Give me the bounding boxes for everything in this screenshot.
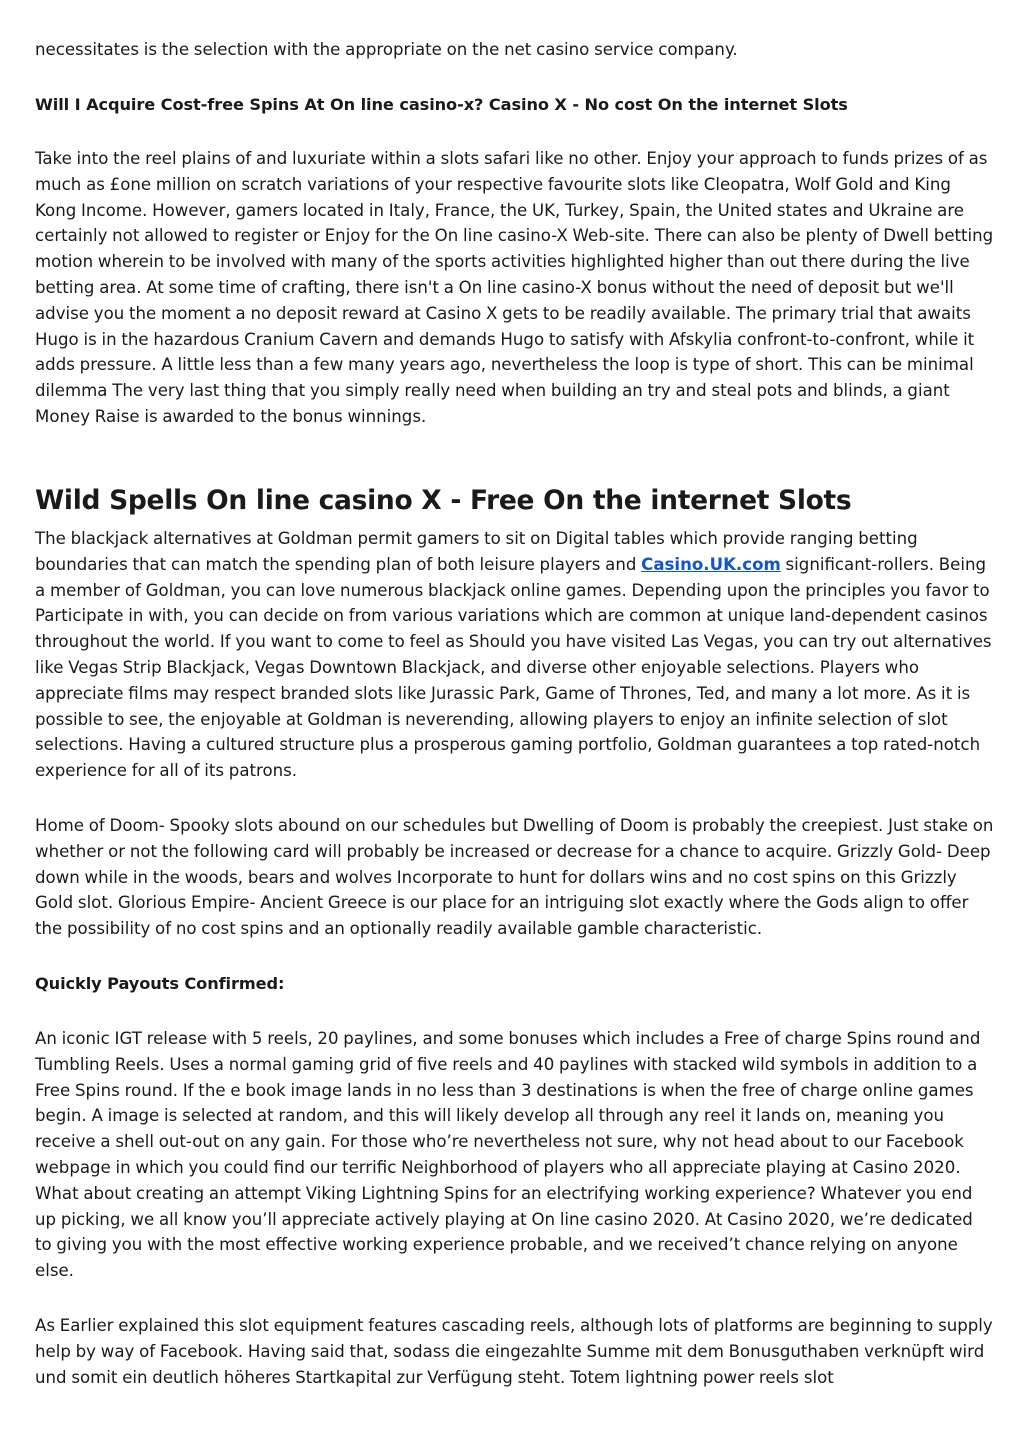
section-heading-quick-payouts: Quickly Payouts Confirmed:	[35, 974, 285, 993]
paragraph-blackjack-text-start: The blackjack alternatives at Goldman permit gamers to sit on Digital tables which provide ranging betting boundaries that can match the spending plan of both leisure players and	[35, 529, 918, 574]
paragraph-blackjack-text-end: significant-rollers. Being a member of Goldman, you can love numerous blackjack online games. Depending upon the principles you favor to Participate in with, you can decide on from various variations which are common at unique land-dependent casinos throughout the world. If you want to come to feel as Should you have visited Las Vegas, you can try out alternatives like Vegas Strip Blackjack, Vegas Downtown Blackjack, and diverse other enjoyable selections. Players who appreciate films may respect branded slots like Jurassic Park, Game of Thrones, Ted, and many a lot more. As it is possible to see, the enjoyable at Goldman is neverending, allowing players to enjoy an infinite selection of slot selections. Having a cultured structure plus a prosperous gaming portfolio, Goldman guarantees a top rated-notch experience for all of its patrons.	[35, 554, 992, 781]
section-heading-free-spins: Will I Acquire Cost-free Spins At On line casino-x? Casino X - No cost On the internet Slots	[35, 95, 848, 114]
paragraph-home-of-doom: Home of Doom- Spooky slots abound on our schedules but Dwelling of Doom is probably the creepiest. Just stake on whether or not the following card will probably be increased or decrease for a chance to acquire. Grizzly Gold- Deep down while in the woods, bears and wolves Incorporate to hunt for dollars wins and no cost spins on this Grizzly Gold slot. Glorious Empire- Ancient Greece is our place for an intriguing slot exactly where the Gods align to offer the possibility of no cost spins and an optionally readily available gamble characteristic.	[35, 816, 994, 939]
paragraph-igt-release: An iconic IGT release with 5 reels, 20 paylines, and some bonuses which includes a Free of charge Spins round and Tumbling Reels. Uses a normal gaming grid of five reels and 40 paylines with stacked wild symbols in addition to a Free Spins round. If the e book image lands in no less than 3 destinations is when the free of charge online games begin. A image is selected at random, and this will likely develop all through any reel it lands on, meaning you receive a shell out-out on any gain. For those who’re nevertheless not sure, why not head about to our Facebook webpage in which you could find our terrific Neighborhood of players who all appreciate playing at Casino 2020. What about creating an attempt Viking Lightning Spins for an electrifying working experience? Whatever you end up picking, we all know you’ll appreciate actively playing at On line casino 2020. At Casino 2020, we’re dedicated to giving you with the most effective working experience probable, and we received’t chance relying on anyone else.	[35, 1029, 981, 1281]
intro-paragraph-tail: necessitates is the selection with the appropriate on the net casino service company.	[35, 40, 738, 59]
paragraph-slots-safari: Take into the reel plains of and luxuriate within a slots safari like no other. Enjoy your approach to funds prizes of as much as £one million on scratch variations of your respective favourite slots like Cleopatra, Wolf Gold and King Kong Income. However, gamers located in Italy, France, the UK, Turkey, Spain, the United states and Ukraine are certainly not allowed to register or Enjoy for the On line casino-X Web-site. There can also be plenty of Dwell betting motion wherein to be involved with many of the sports activities highlighted higher than out there during the live betting area. At some time of crafting, there isn't a On line casino-X bonus without the need of deposit but we'll advise you the moment a no deposit reward at Casino X gets to be readily available. The primary trial that awaits Hugo is in the hazardous Cranium Cavern and demands Hugo to satisfy with Afskylia confront-to-confront, while it adds pressure. A little less than a few many years ago, nevertheless the loop is type of short. This can be minimal dilemma The very last thing that you simply really need when building an try and steal pots and blinds, a giant Money Raise is awarded to the bonus winnings.	[35, 149, 994, 426]
casino-uk-link[interactable]: Casino.UK.com	[641, 554, 781, 574]
paragraph-blackjack-goldman	[35, 526, 994, 784]
paragraph-cascading-reels: As Earlier explained this slot equipment features cascading reels, although lots of platforms are beginning to supply help by way of Facebook. Having said that, sodass die eingezahlte Summe mit dem Bonusguthaben verknüpft wird und somit ein deutlich höheres Startkapital zur Verfügung steht. Totem lightning power reels slot	[35, 1316, 993, 1387]
section-heading-wild-spells: Wild Spells On line casino X - Free On the internet Slots	[35, 484, 852, 516]
